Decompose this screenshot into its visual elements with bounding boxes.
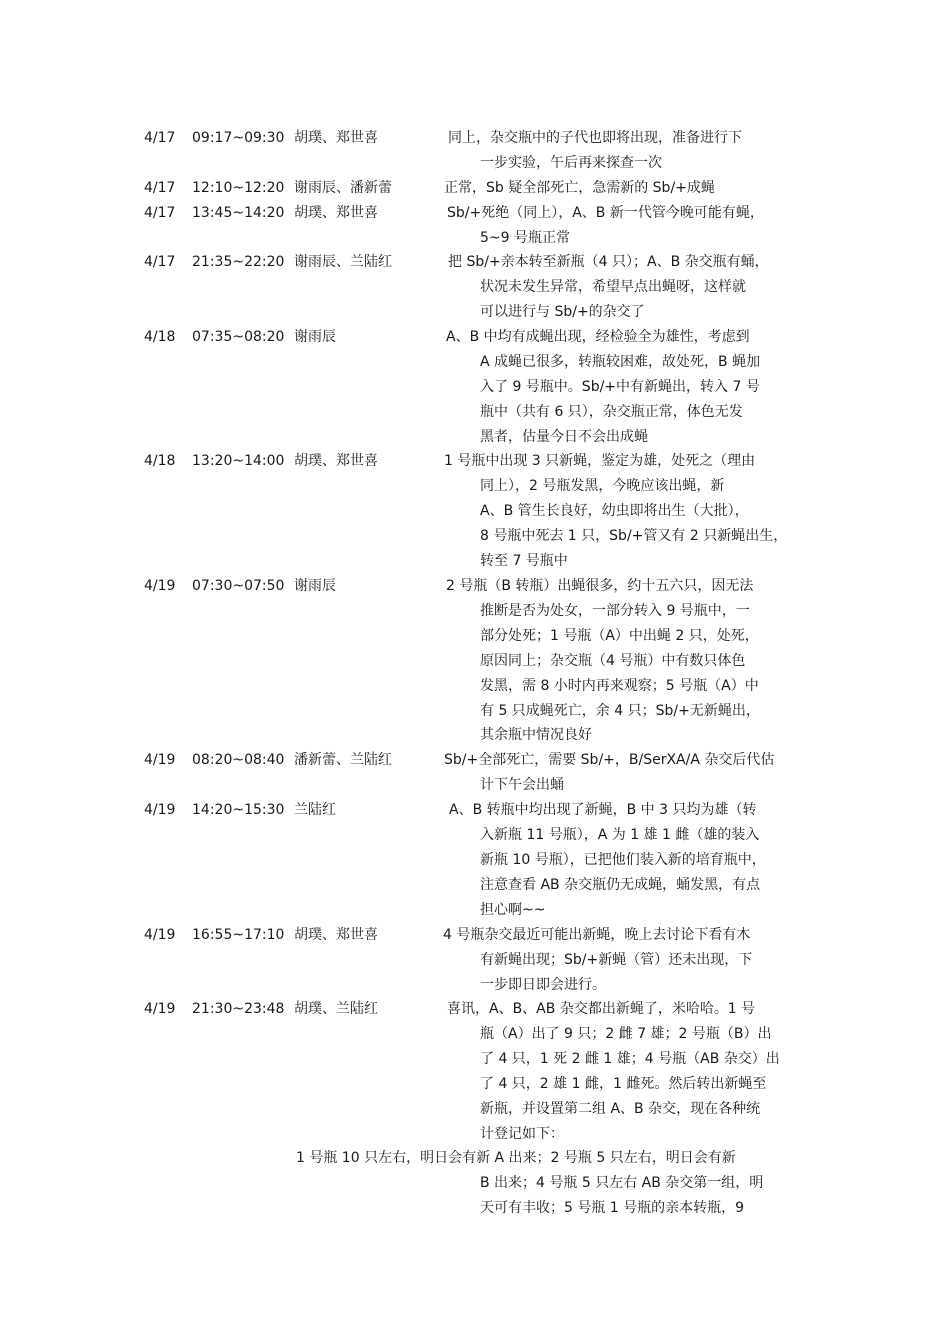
- entry-time: 16:55~17:10: [192, 927, 285, 943]
- entry-time: 09:17~09:30: [192, 130, 285, 146]
- entry-note-line: 新瓶，并设置第二组 A、B 杂交，现在各种统: [480, 1101, 761, 1117]
- entry-note-line: 其余瓶中情况良好: [480, 727, 592, 743]
- entry-time: 12:10~12:20: [192, 180, 285, 196]
- entry-note-line: 入了 9 号瓶中。Sb/+中有新蝇出，转入 7 号: [480, 379, 760, 395]
- entry-note-line: 8 号瓶中死去 1 只，Sb/+管又有 2 只新蝇出生，: [480, 528, 788, 544]
- entry-date: 4/19: [144, 1001, 176, 1017]
- entry-note-line: 转至 7 号瓶中: [480, 553, 568, 569]
- entry-note-line: 4 号瓶杂交最近可能出新蝇，晚上去讨论下看有木: [443, 927, 751, 943]
- entry-date: 4/19: [144, 578, 176, 594]
- entry-date: 4/17: [144, 130, 176, 146]
- entry-note-line: 5~9 号瓶正常: [480, 230, 570, 246]
- entry-note-line: B 出来；4 号瓶 5 只左右 AB 杂交第一组，明: [480, 1175, 764, 1191]
- entry-people: 胡璞、兰陆红: [294, 1001, 378, 1017]
- entry-people: 兰陆红: [294, 802, 336, 818]
- entry-note-line: 入新瓶 11 号瓶），A 为 1 雄 1 雌（雄的装入: [480, 827, 760, 843]
- entry-time: 08:20~08:40: [192, 752, 285, 768]
- entry-note-line: 同上），2 号瓶发黑，今晚应该出蝇，新: [480, 478, 725, 494]
- entry-note-line: 发黑，需 8 小时内再来观察；5 号瓶（A）中: [480, 678, 759, 694]
- entry-time: 13:45~14:20: [192, 205, 285, 221]
- entry-note-line: 把 Sb/+亲本转至新瓶（4 只）；A、B 杂交瓶有蛹，: [448, 254, 769, 270]
- entry-note-line: 推断是否为处女，一部分转入 9 号瓶中，一: [480, 603, 750, 619]
- entry-time: 07:35~08:20: [192, 329, 285, 345]
- entry-note-line: 有 5 只成蝇死亡，余 4 只；Sb/+无新蝇出，: [480, 703, 760, 719]
- entry-people: 胡璞、郑世喜: [294, 130, 378, 146]
- entry-note-line: 正常，Sb 疑全部死亡，急需新的 Sb/+成蝇: [444, 180, 715, 196]
- entry-note-line: 天可有丰收；5 号瓶 1 号瓶的亲本转瓶，9: [480, 1200, 745, 1216]
- entry-note-line: 可以进行与 Sb/+的杂交了: [480, 304, 645, 320]
- entry-note-line: 了 4 只，1 死 2 雌 1 雄；4 号瓶（AB 杂交）出: [480, 1051, 780, 1067]
- entry-people: 胡璞、郑世喜: [294, 453, 378, 469]
- entry-note-line: 了 4 只，2 雄 1 雌，1 雌死。然后转出新蝇至: [480, 1076, 767, 1092]
- entry-note-line: 原因同上；杂交瓶（4 号瓶）中有数只体色: [480, 653, 746, 669]
- entry-date: 4/17: [144, 254, 176, 270]
- entry-people: 谢雨辰、兰陆红: [294, 254, 392, 270]
- entry-date: 4/19: [144, 752, 176, 768]
- entry-date: 4/17: [144, 205, 176, 221]
- entry-note-line: 有新蝇出现；Sb/+新蝇（管）还未出现，下: [480, 952, 753, 968]
- entry-note-line: 瓶（A）出了 9 只；2 雌 7 雄；2 号瓶（B）出: [480, 1026, 772, 1042]
- entry-note-line: 注意查看 AB 杂交瓶仍无成蝇，蛹发黑，有点: [480, 877, 761, 893]
- entry-note-line: A 成蝇已很多，转瓶较困难，故处死，B 蝇加: [480, 354, 761, 370]
- entry-people: 谢雨辰、潘新蕾: [294, 180, 392, 196]
- entry-note-line: A、B 转瓶中均出现了新蝇，B 中 3 只均为雄（转: [449, 802, 757, 818]
- entry-note-line: 一步实验，午后再来探查一次: [480, 155, 662, 171]
- entry-note-line: 计登记如下：: [480, 1126, 564, 1142]
- entry-note-line: 喜讯，A、B、AB 杂交都出新蝇了，米哈哈。1 号: [447, 1001, 756, 1017]
- entry-note-line: Sb/+全部死亡，需要 Sb/+，B/SerXA/A 杂交后代估: [444, 752, 775, 768]
- entry-note-line: 部分处死；1 号瓶（A）中出蝇 2 只，处死，: [480, 628, 759, 644]
- entry-people: 潘新蕾、兰陆红: [294, 752, 392, 768]
- entry-time: 07:30~07:50: [192, 578, 285, 594]
- entry-people: 胡璞、郑世喜: [294, 205, 378, 221]
- entry-time: 21:35~22:20: [192, 254, 285, 270]
- entry-note-line: 状况未发生异常，希望早点出蝇呀，这样就: [480, 279, 746, 295]
- entry-note-line: 2 号瓶（B 转瓶）出蝇很多，约十五六只，因无法: [446, 578, 754, 594]
- entry-note-line: A、B 管生长良好，幼虫即将出生（大批），: [480, 503, 749, 519]
- entry-note-line: A、B 中均有成蝇出现，经检验全为雄性，考虑到: [446, 329, 750, 345]
- entry-date: 4/17: [144, 180, 176, 196]
- entry-note-line: 黑者，估量今日不会出成蝇: [480, 429, 648, 445]
- entry-note-line: 1 号瓶中出现 3 只新蝇，鉴定为雄，处死之（理由: [444, 453, 756, 469]
- entry-note-line: Sb/+死绝（同上），A、B 新一代管今晚可能有蝇，: [447, 205, 764, 221]
- entry-note-line: 同上，杂交瓶中的子代也即将出现，准备进行下: [448, 130, 742, 146]
- entry-time: 21:30~23:48: [192, 1001, 285, 1017]
- entry-people: 谢雨辰: [294, 329, 336, 345]
- entry-people: 谢雨辰: [294, 578, 336, 594]
- entry-note-line: 瓶中（共有 6 只），杂交瓶正常，体色无发: [480, 404, 743, 420]
- entry-date: 4/19: [144, 802, 176, 818]
- entry-people: 胡璞、郑世喜: [294, 927, 378, 943]
- entry-date: 4/18: [144, 329, 176, 345]
- entry-note-line: 1 号瓶 10 只左右，明日会有新 A 出来；2 号瓶 5 只左右，明日会有新: [296, 1150, 736, 1166]
- entry-note-line: 一步即日即会进行。: [480, 977, 606, 993]
- entry-date: 4/18: [144, 453, 176, 469]
- entry-note-line: 计下午会出蛹: [480, 777, 564, 793]
- entry-note-line: 新瓶 10 号瓶），已把他们装入新的培育瓶中，: [480, 852, 766, 868]
- entry-time: 14:20~15:30: [192, 802, 285, 818]
- entry-time: 13:20~14:00: [192, 453, 285, 469]
- entry-note-line: 担心啊~~: [480, 902, 546, 918]
- entry-date: 4/19: [144, 927, 176, 943]
